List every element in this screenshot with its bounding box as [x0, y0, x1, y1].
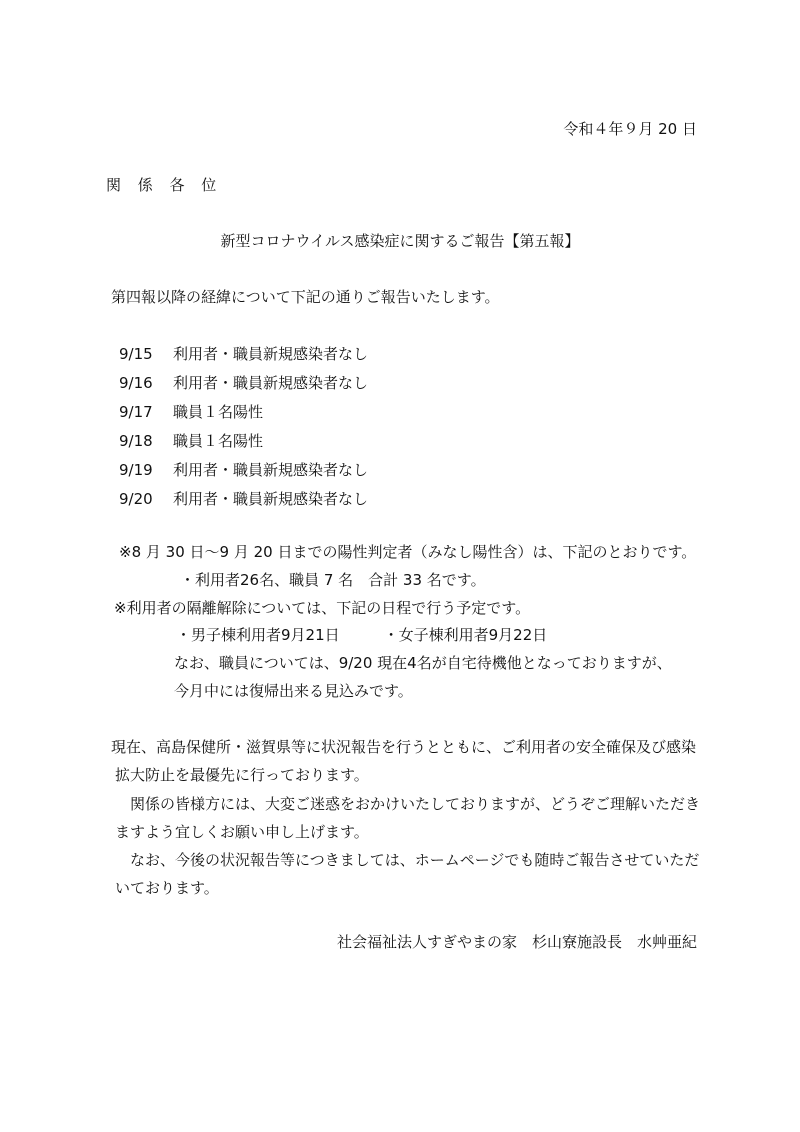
log-item: [119, 434, 368, 463]
isolation-release-note: ※利用者の隔離解除については、下記の日程で行う予定です。: [114, 599, 531, 617]
paragraph-line: いております。: [115, 879, 219, 897]
positive-cases-detail: ・利用者26名、職員 7 名 合計 33 名です。: [180, 571, 486, 589]
staff-status-note: なお、職員については、9/20 現在4名が自宅待機他となっておりますが、: [174, 654, 672, 672]
daily-log-list: [119, 347, 368, 521]
log-text: 利用者・職員新規感染者なし: [173, 345, 369, 363]
log-date: 9/16: [119, 374, 153, 392]
log-text: 職員１名陽性: [173, 403, 264, 421]
log-item: [119, 405, 368, 434]
female-wing-release: ・女子棟利用者9月22日: [383, 626, 548, 644]
status-report-paragraph: [111, 733, 701, 789]
log-item: [119, 492, 368, 521]
positive-cases-note: ※8 月 30 日～9 月 20 日までの陽性判定者（みなし陽性含）は、下記のとおりです。: [119, 543, 697, 561]
log-date: 9/20: [119, 490, 153, 508]
document-date: 令和４年９月 20 日: [563, 120, 697, 138]
paragraph-line: 現在、高島保健所・滋賀県等に状況報告を行うとともに、ご利用者の安全確保及び感染: [111, 738, 697, 756]
paragraph-line: ますよう宜しくお願い申し上げます。: [115, 823, 369, 841]
signature: 社会福祉法人すぎやまの家 杉山寮施設長 水艸亜紀: [336, 933, 697, 951]
staff-return-note: 今月中には復帰出来る見込みです。: [174, 682, 413, 700]
log-date: 9/17: [119, 403, 153, 421]
recipients-heading: 関 係 各 位: [106, 176, 223, 194]
log-date: 9/19: [119, 461, 153, 479]
paragraph-line: 関係の皆様方には、大変ご迷惑をおかけいたしておりますが、どうぞご理解いただき: [130, 795, 701, 813]
log-date: 9/15: [119, 345, 153, 363]
log-text: 利用者・職員新規感染者なし: [173, 490, 369, 508]
log-item: [119, 347, 368, 376]
log-item: [119, 376, 368, 405]
paragraph-line: なお、今後の状況報告等につきましては、ホームページでも随時ご報告させていただ: [130, 851, 700, 869]
log-date: 9/18: [119, 432, 153, 450]
isolation-release-schedule: [176, 628, 547, 643]
future-updates-paragraph: [111, 846, 701, 902]
log-item: [119, 463, 368, 492]
male-wing-release: ・男子棟利用者9月21日: [176, 626, 340, 644]
intro-text: 第四報以降の経緯について下記の通りご報告いたします。: [111, 288, 500, 306]
document-title: 新型コロナウイルス感染症に関するご報告【第五報】: [220, 232, 580, 250]
log-text: 利用者・職員新規感染者なし: [173, 461, 369, 479]
paragraph-line: 拡大防止を最優先に行っております。: [115, 766, 369, 784]
apology-paragraph: [111, 790, 701, 846]
log-text: 職員１名陽性: [173, 432, 264, 450]
log-text: 利用者・職員新規感染者なし: [173, 374, 369, 392]
